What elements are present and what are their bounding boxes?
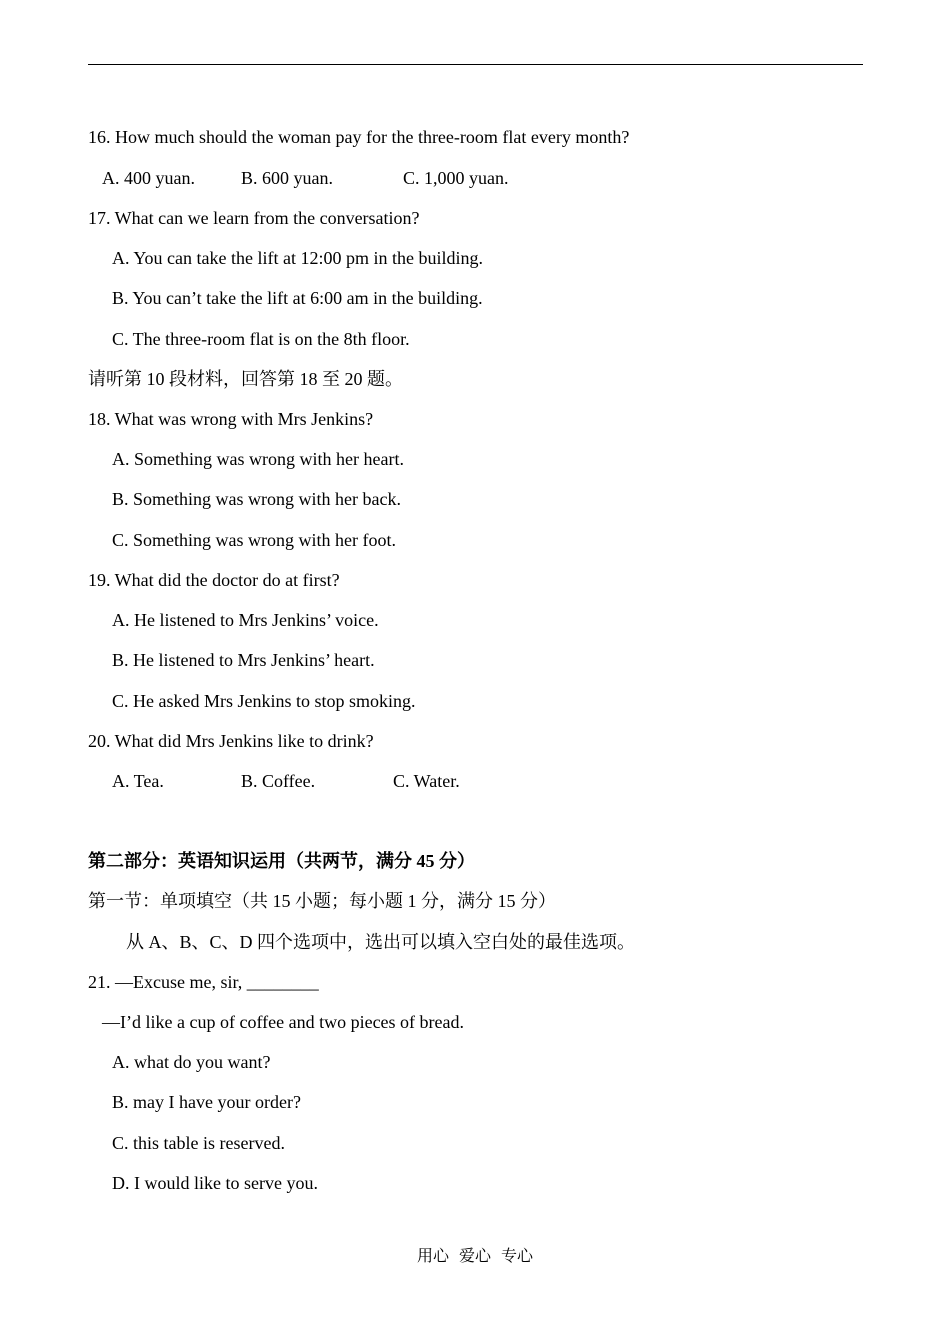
question-21-option-d: D. I would like to serve you. <box>112 1173 318 1193</box>
question-16-option-a: A. 400 yuan. <box>102 168 195 188</box>
question-19-option-b: B. He listened to Mrs Jenkins’ heart. <box>112 650 375 670</box>
section-1-heading: 第一节：单项填空（共 15 小题；每小题 1 分，满分 15 分） <box>88 891 556 911</box>
question-20-stem: 20. What did Mrs Jenkins like to drink? <box>88 731 374 751</box>
question-20-option-a: A. Tea. <box>112 771 164 791</box>
section-1-instruction: 从 A、B、C、D 四个选项中，选出可以填入空白处的最佳选项。 <box>126 932 636 952</box>
question-21-option-a: A. what do you want? <box>112 1052 271 1072</box>
question-17-option-c: C. The three-room flat is on the 8th floor. <box>112 329 410 349</box>
question-21-option-b: B. may I have your order? <box>112 1092 301 1112</box>
question-18-stem: 18. What was wrong with Mrs Jenkins? <box>88 409 374 429</box>
question-19-option-a: A. He listened to Mrs Jenkins’ voice. <box>112 610 379 630</box>
question-17-option-b: B. You can’t take the lift at 6:00 am in the building. <box>112 288 483 308</box>
question-16-stem: 16. How much should the woman pay for the three-room flat every month? <box>88 127 630 147</box>
question-16-option-c: C. 1,000 yuan. <box>403 168 509 188</box>
page-footer: 用心 爱心 专心 <box>416 1248 533 1265</box>
question-18-option-b: B. Something was wrong with her back. <box>112 489 401 509</box>
part-2-heading: 第二部分：英语知识运用（共两节，满分 45 分） <box>88 851 475 871</box>
question-21-reply: —I’d like a cup of coffee and two pieces of bread. <box>102 1012 465 1032</box>
listening-instruction-10: 请听第 10 段材料，回答第 18 至 20 题。 <box>88 369 403 389</box>
question-20-options <box>0 770 950 858</box>
question-17-option-a: A. You can take the lift at 12:00 pm in the building. <box>112 248 483 268</box>
question-21-stem: 21. —Excuse me, sir, ________ <box>88 972 319 992</box>
question-20-option-c: C. Water. <box>393 771 460 791</box>
question-17-stem: 17. What can we learn from the conversation? <box>88 208 420 228</box>
question-20-option-b: B. Coffee. <box>241 771 316 791</box>
question-18-option-c: C. Something was wrong with her foot. <box>112 530 396 550</box>
question-18-option-a: A. Something was wrong with her heart. <box>112 449 404 469</box>
header-rule <box>88 64 863 65</box>
question-19-stem: 19. What did the doctor do at first? <box>88 570 340 590</box>
question-19-option-c: C. He asked Mrs Jenkins to stop smoking. <box>112 691 416 711</box>
question-21-option-c: C. this table is reserved. <box>112 1133 285 1153</box>
question-16-option-b: B. 600 yuan. <box>241 168 333 188</box>
